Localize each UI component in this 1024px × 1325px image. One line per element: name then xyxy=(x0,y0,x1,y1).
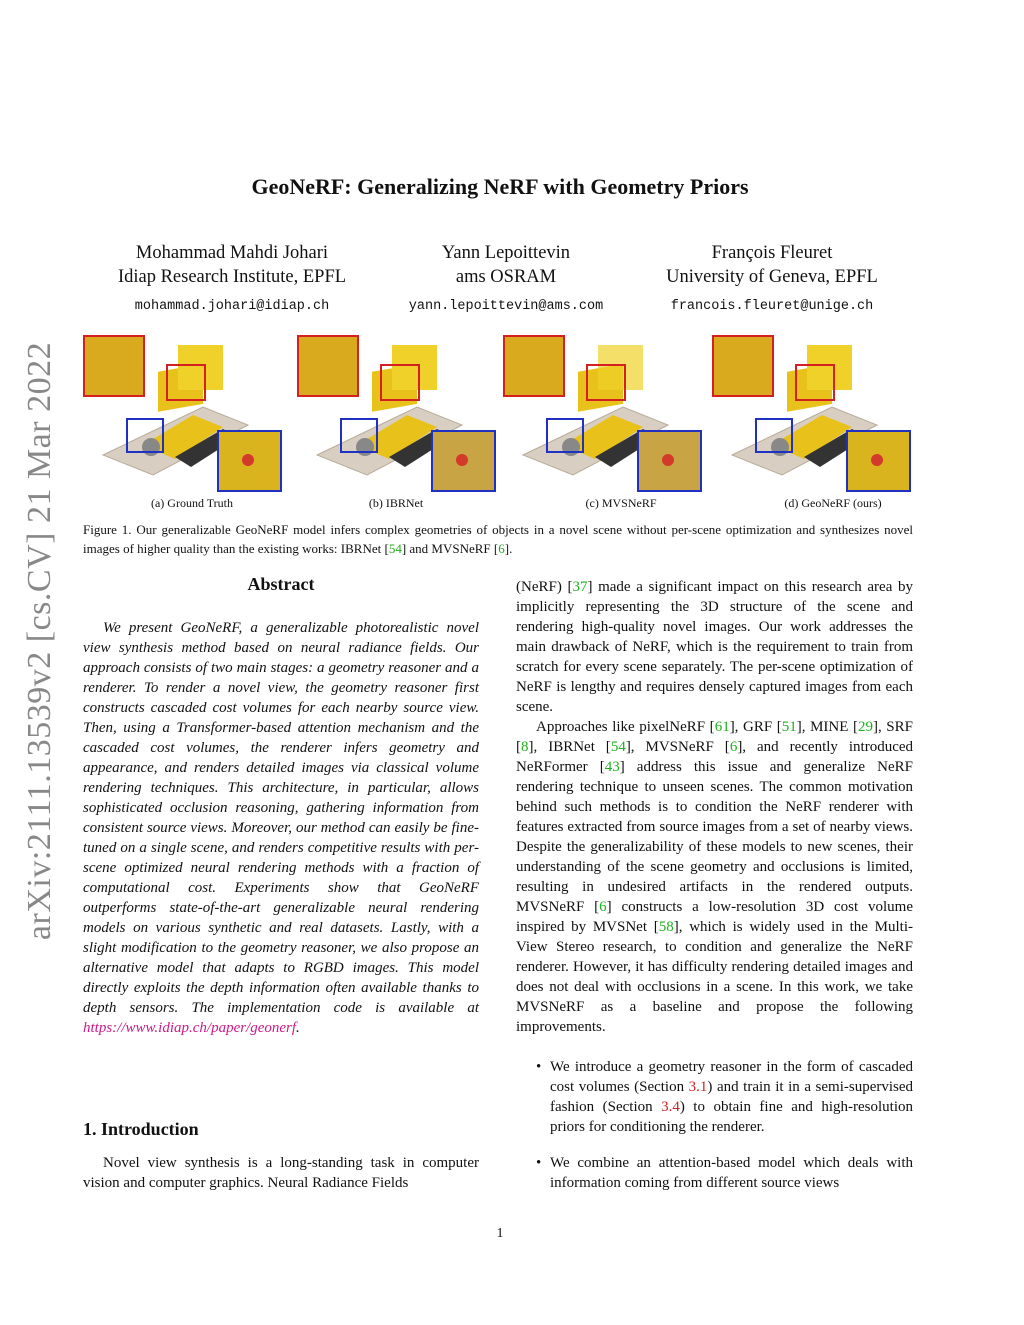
list-item: • We introduce a geometry reasoner in the form of cascaded cost volumes (Section 3.1) and train it in a semi-supervised fashion (Section 3.4) to obtain fine and high-resolution priors for conditioning the renderer. xyxy=(550,1057,913,1137)
scene-render xyxy=(503,335,703,495)
list-item: • We combine an attention-based model which deals with information coming from different source views xyxy=(550,1153,913,1193)
author-name: François Fleuret xyxy=(711,243,833,263)
contribution-list xyxy=(516,1057,913,1193)
lego-bucket xyxy=(178,345,223,390)
inset-detail xyxy=(662,454,674,466)
citation-link[interactable]: 6 xyxy=(729,739,738,755)
introduction-heading: 1. Introduction xyxy=(83,1119,199,1139)
citation-link[interactable]: 43 xyxy=(604,759,620,775)
section-link[interactable]: 3.4 xyxy=(661,1099,680,1115)
inset-detail xyxy=(871,454,883,466)
right-column xyxy=(516,577,913,1193)
introduction-section xyxy=(83,1119,479,1193)
author-email: francois.fleuret@unige.ch xyxy=(670,299,874,314)
lego-bucket xyxy=(392,345,437,390)
figure-panel-ground-truth xyxy=(83,335,283,495)
lego-bucket xyxy=(598,345,643,390)
paper-title: GeoNeRF: Generalizing NeRF with Geometry Priors xyxy=(251,174,749,199)
zoom-inset-red xyxy=(84,336,144,396)
paragraph: Approaches like pixelNeRF [61], GRF [51], MINE [29], SRF [8], IBRNet [54], MVSNeRF [6], and recently introduced NeRFormer [43] address this issue and generalize NeRF rendering technique to unseen scenes. The common motivation behind such methods is to condition the NeRF renderer with features extracted from source images from a set of nearby views. Despite the generalizability of these models to new scenes, their understanding of the scene geometry and occlusions is limited, resulting in undesired artifacts in the rendered outputs. MVSNeRF [6] constructs a low-resolution 3D cost volume inspired by MVSNet [58], which is widely used in the Multi-View Stereo research, to condition and generalize the NeRF renderer. However, it has difficulty rendering detailed images and does not deal with occlusions in a scene. In this work, we take MVSNeRF as a baseline and propose the following improvements. xyxy=(516,719,914,1035)
figure-label-d: (d) GeoNeRF (ours) xyxy=(784,496,882,510)
figure-label-c: (c) MVSNeRF xyxy=(585,496,657,510)
lego-bucket xyxy=(807,345,852,390)
project-link[interactable]: https://www.idiap.ch/paper/geonerf xyxy=(83,1020,297,1036)
abstract-heading: Abstract xyxy=(247,574,315,594)
figure-panel-ibrnet xyxy=(297,335,497,495)
author-name: Yann Lepoittevin xyxy=(441,243,571,263)
figure-panel-mvsnerf xyxy=(503,335,703,495)
figure-panel-geonerf xyxy=(712,335,912,495)
citation-link[interactable]: 54 xyxy=(388,541,402,556)
author-block xyxy=(82,241,382,319)
figure-caption: Figure 1. Our generalizable GeoNeRF model infers complex geometries of objects in a novel scene without per-scene optimization and synthesizes novel images of higher quality than the existing works: IBRNet [54] and MVSNeRF [6]. xyxy=(83,522,913,556)
citation-link[interactable]: 6 xyxy=(498,541,505,556)
citation-link[interactable]: 8 xyxy=(521,739,529,755)
citation-link[interactable]: 29 xyxy=(857,719,873,735)
figure-label-a: (a) Ground Truth xyxy=(150,496,233,510)
author-affiliation: Idiap Research Institute, EPFL xyxy=(117,267,347,287)
author-email: yann.lepoittevin@ams.com xyxy=(408,299,604,314)
author-block xyxy=(620,241,924,319)
author-affiliation: ams OSRAM xyxy=(455,267,557,287)
scene-render xyxy=(712,335,912,495)
zoom-inset-red xyxy=(713,336,773,396)
citation-link[interactable]: 51 xyxy=(781,719,797,735)
page-number: 1 xyxy=(496,1226,504,1241)
lego-wheel xyxy=(142,438,160,456)
citation-link[interactable]: 54 xyxy=(610,739,626,755)
lego-wheel xyxy=(771,438,789,456)
abstract-text: We present GeoNeRF, a generalizable photorealistic novel view synthesis method based on neural radiance fields. Our approach consists of two main stages: a geometry reasoner and a renderer. To render a novel view, the geometry reasoner first constructs cascaded cost volumes for each nearby source view. Then, using a Transformer-based attention mechanism and the cascaded cost volumes, the renderer infers geometry and appearance, and renders detailed images via classical volume rendering techniques. This architecture, in particular, allows sophisticated occlusion reasoning, gathering information from consistent source views. Moreover, our method can easily be fine-tuned on a single scene, and renders competitive results with per-scene optimized neural rendering methods with a fraction of computational cost. Experiments show that GeoNeRF outperforms state-of-the-art generalizable neural rendering models on various synthetic and real datasets. Lastly, with a slight modification to the geometry reasoner, we also propose an alternative model that adapts to RGBD images. This model directly exploits the depth information often available thanks to depth sensors. The implementation code is available at https://www.idiap.ch/paper/geonerf. xyxy=(83,620,479,1036)
zoom-inset-red xyxy=(504,336,564,396)
citation-link[interactable]: 61 xyxy=(714,719,730,735)
scene-render xyxy=(83,335,283,495)
inset-detail xyxy=(242,454,254,466)
author-affiliation: University of Geneva, EPFL xyxy=(666,267,878,287)
zoom-inset-red xyxy=(298,336,358,396)
paragraph: (NeRF) [37] made a significant impact on this research area by implicitly representing the 3D structure of the scene and rendering high-quality novel images. Our work addresses the main drawback of NeRF, which is the requirement to train from scratch for every scene separately. The per-scene optimization of NeRF is lengthy and requires densely captured images from each scene. xyxy=(516,579,913,715)
lego-wheel xyxy=(356,438,374,456)
abstract-section xyxy=(83,574,479,1038)
inset-detail xyxy=(456,454,468,466)
author-email: mohammad.johari@idiap.ch xyxy=(134,299,330,314)
citation-link[interactable]: 37 xyxy=(572,579,588,595)
author-name: Mohammad Mahdi Johari xyxy=(135,243,329,263)
figure-label-b: (b) IBRNet xyxy=(368,496,424,510)
author-block xyxy=(356,241,656,319)
scene-render xyxy=(297,335,497,495)
arxiv-stamp: arXiv:2111.13539v2 [cs.CV] 21 Mar 2022 xyxy=(21,341,58,941)
section-link[interactable]: 3.1 xyxy=(688,1079,708,1095)
introduction-paragraph: Novel view synthesis is a long-standing task in computer vision and computer graphics. Neural Radiance Fields xyxy=(83,1155,479,1191)
lego-wheel xyxy=(562,438,580,456)
citation-link[interactable]: 6 xyxy=(599,899,607,915)
citation-link[interactable]: 58 xyxy=(658,919,674,935)
